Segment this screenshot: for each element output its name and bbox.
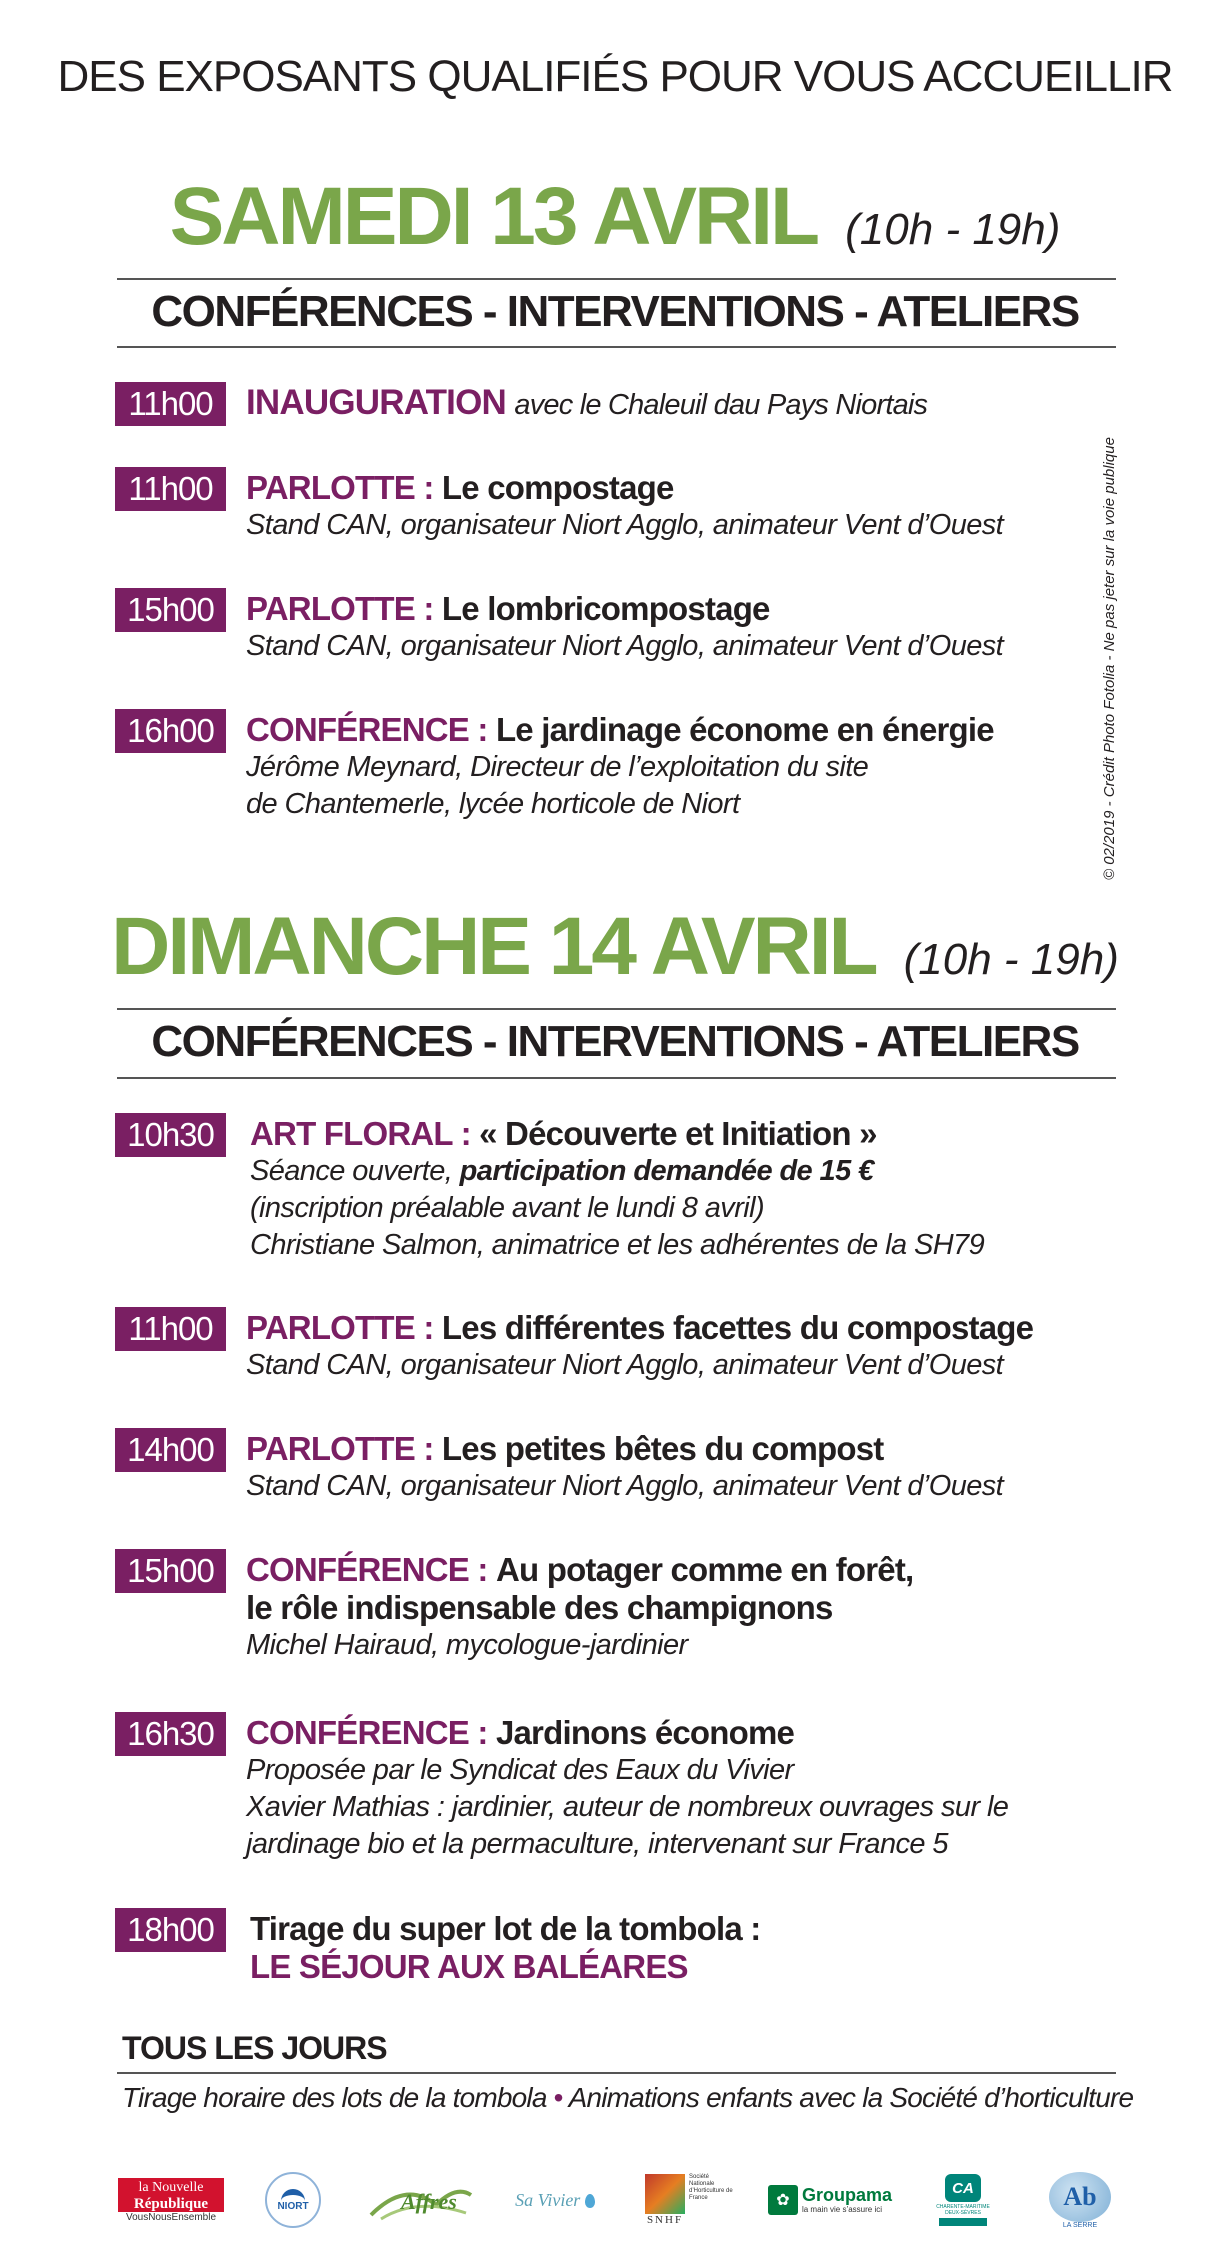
event-desc: jardinage bio et la permaculture, intervenant sur France 5: [246, 1828, 948, 1860]
time-badge: 10h30: [115, 1113, 226, 1157]
divider: [117, 1008, 1116, 1010]
sunday-day: DIMANCHE 14 AVRIL: [111, 901, 876, 992]
time-badge: 15h00: [115, 588, 226, 632]
time-badge: 18h00: [115, 1908, 226, 1952]
photo-credit: © 02/2019 - Crédit Photo Fotolia - Ne pas jeter sur la voie publique: [1101, 437, 1118, 880]
groupama-logo: [770, 2168, 893, 2232]
saveurs-text: Sa Vivier: [515, 2189, 581, 2210]
sponsor-logos: [0, 2168, 1230, 2238]
nr-line1: la Nouvelle: [138, 2179, 204, 2195]
event-desc: Stand CAN, organisateur Niort Agglo, animateur Vent d’Ouest: [246, 630, 1004, 662]
event-title: « Découverte et Initiation »: [479, 1115, 877, 1152]
ab-subtext: LA SERRE: [1062, 2221, 1098, 2229]
event-title: Le compostage: [441, 469, 674, 506]
event-kind: ART FLORAL :: [250, 1115, 471, 1152]
drop-icon: [585, 2194, 595, 2208]
event-kind: PARLOTTE :: [246, 469, 434, 506]
event-desc: de Chantemerle, lycée horticole de Niort: [246, 788, 740, 820]
nr-line2: République: [133, 2195, 209, 2212]
event-price: participation demandée de 15 €: [459, 1155, 874, 1187]
sunday-title: [0, 900, 1230, 994]
ca-subtext: CHARENTE-MARITIME DEUX-SÈVRES: [936, 2204, 990, 2216]
divider: [117, 2072, 1116, 2074]
divider: [117, 346, 1116, 348]
event-kind: PARLOTTE :: [246, 1430, 434, 1467]
event-kind: PARLOTTE :: [246, 1309, 434, 1346]
page-header: DES EXPOSANTS QUALIFIÉS POUR VOUS ACCUEILLIR: [57, 52, 1173, 101]
event-desc: Stand CAN, organisateur Niort Agglo, animateur Vent d’Ouest: [246, 1470, 1004, 1502]
divider: [117, 1077, 1116, 1079]
every-day-title: TOUS LES JOURS: [122, 2030, 387, 2066]
affres-logo: [365, 2168, 477, 2232]
saveurs-logo: [500, 2168, 610, 2232]
event-tail: avec le Chaleuil dau Pays Niortais: [514, 389, 928, 421]
time-badge: 11h00: [115, 1307, 226, 1351]
event-desc: Jérôme Meynard, Directeur de l’exploitation du site: [246, 751, 869, 783]
divider: [117, 278, 1116, 280]
event-kind: PARLOTTE :: [246, 590, 434, 627]
event-title: Jardinons économe: [495, 1714, 795, 1751]
every-day-text: [122, 2082, 1133, 2114]
saturday-section-head: CONFÉRENCES - INTERVENTIONS - ATELIERS: [151, 287, 1079, 336]
event-desc: Stand CAN, organisateur Niort Agglo, animateur Vent d’Ouest: [246, 509, 1004, 541]
event-title: Les différentes facettes du compostage: [441, 1309, 1034, 1346]
every-day-part2: Animations enfants avec la Société d’horticulture: [568, 2082, 1134, 2113]
ab-text: Ab: [1049, 2172, 1111, 2222]
nr-line3: VousNousEnsemble: [125, 2211, 217, 2223]
event-title: Tirage du super lot de la tombola :: [250, 1910, 761, 1947]
time-badge: 16h30: [115, 1712, 226, 1756]
prize-label: LE SÉJOUR AUX BALÉARES: [250, 1948, 688, 1985]
event-desc: Michel Hairaud, mycologue-jardinier: [246, 1629, 688, 1661]
credit-agricole-logo: [932, 2168, 994, 2232]
saturday-hours: (10h - 19h): [845, 205, 1061, 254]
saturday-day: SAMEDI 13 AVRIL: [169, 171, 818, 262]
saturday-title: [0, 170, 1230, 264]
event-title-cont: le rôle indispensable des champignons: [246, 1589, 833, 1626]
event-desc: (inscription préalable avant le lundi 8 avril): [250, 1192, 765, 1224]
bullet-separator: •: [553, 2082, 563, 2113]
niort-text: NIORT: [277, 2200, 309, 2212]
snhf-text: SNHF: [646, 2214, 684, 2226]
time-badge: 14h00: [115, 1428, 226, 1472]
niort-logo: [262, 2168, 324, 2232]
groupama-subtext: la main vie s’assure ici: [801, 2205, 883, 2214]
event-desc: Proposée par le Syndicat des Eaux du Vivier: [246, 1754, 794, 1786]
nouvelle-republique-logo: [118, 2168, 224, 2232]
ca-text: CA: [945, 2174, 981, 2202]
sunday-section-head: CONFÉRENCES - INTERVENTIONS - ATELIERS: [151, 1017, 1079, 1066]
event-title: Le lombricompostage: [441, 590, 770, 627]
time-badge: 15h00: [115, 1549, 226, 1593]
time-badge: 11h00: [115, 467, 226, 511]
affres-text: Affres: [401, 2189, 457, 2214]
snhf-logo: [645, 2168, 733, 2232]
event-kind: CONFÉRENCE :: [246, 1551, 488, 1588]
event-title: Les petites bêtes du compost: [441, 1430, 884, 1467]
event-kind: CONFÉRENCE :: [246, 1714, 488, 1751]
event-kind: CONFÉRENCE :: [246, 711, 488, 748]
event-title: Au potager comme en forêt,: [495, 1551, 914, 1588]
groupama-text: Groupama: [801, 2185, 893, 2205]
snhf-emblem-icon: [645, 2174, 685, 2214]
event-desc: Séance ouverte,: [250, 1155, 453, 1187]
time-badge: 16h00: [115, 709, 226, 753]
snhf-subtext: Société Nationale d’Horticulture de France: [689, 2174, 733, 2201]
event-title: Le jardinage économe en énergie: [495, 711, 994, 748]
groupama-icon: ✿: [768, 2185, 798, 2215]
event-desc: Xavier Mathias : jardinier, auteur de nombreux ouvrages sur le: [246, 1791, 1009, 1823]
event-kind: INAUGURATION: [246, 383, 507, 422]
ab-logo: [1042, 2168, 1118, 2232]
event-desc: Stand CAN, organisateur Niort Agglo, animateur Vent d’Ouest: [246, 1349, 1004, 1381]
event-desc: Christiane Salmon, animatrice et les adhérentes de la SH79: [250, 1229, 985, 1261]
sunday-hours: (10h - 19h): [903, 935, 1119, 984]
every-day-part1: Tirage horaire des lots de la tombola: [122, 2082, 547, 2113]
time-badge: 11h00: [115, 382, 226, 426]
